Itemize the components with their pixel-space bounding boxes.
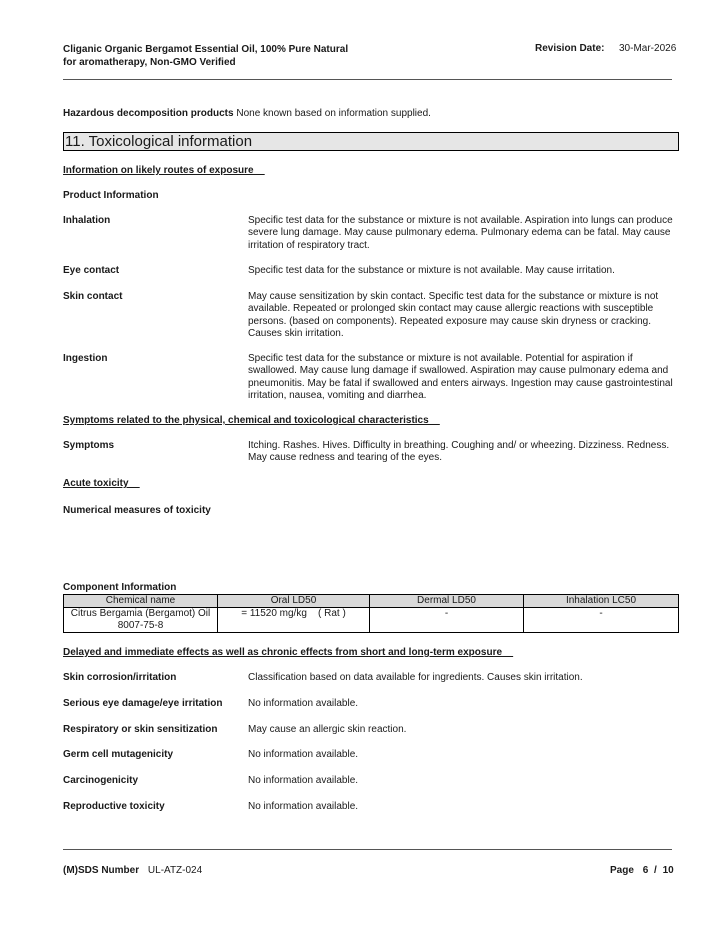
revision-label: Revision Date: <box>535 43 605 54</box>
symptoms-value: Itching. Rashes. Hives. Difficulty in breathing. Coughing and/ or wheezing. Dizziness. Redness. May cause redness and tearing of the eyes. <box>248 440 670 464</box>
chemical-cas-number: 8007-75-8 <box>117 620 164 631</box>
delayed-effects-heading: Delayed and immediate effects as well as chronic effects from short and long-term exposure <box>63 647 514 658</box>
ingestion-label: Ingestion <box>63 353 108 364</box>
dermal-ld50-cell: - <box>370 608 524 633</box>
reproductive-toxicity-label: Reproductive toxicity <box>63 801 165 812</box>
eye-damage-label: Serious eye damage/eye irritation <box>63 698 223 709</box>
column-header-inhalation-lc50: Inhalation LC50 <box>524 595 679 608</box>
column-header-chemical-name: Chemical name <box>64 595 218 608</box>
eye-damage-value: No information available. <box>248 698 359 709</box>
mutagenicity-label: Germ cell mutagenicity <box>63 749 174 760</box>
inhalation-label: Inhalation <box>63 215 111 226</box>
hazardous-value: None known based on information supplied. <box>236 108 431 119</box>
oral-ld50-cell: = 11520 mg/kg ( Rat ) <box>218 608 370 633</box>
numerical-measures-label: Numerical measures of toxicity <box>63 505 211 516</box>
symptoms-heading: Symptoms related to the physical, chemical and toxicological characteristics <box>63 415 440 426</box>
table-row <box>64 608 679 633</box>
carcinogenicity-label: Carcinogenicity <box>63 775 139 786</box>
mutagenicity-value: No information available. <box>248 749 359 760</box>
page-separator: / <box>654 865 657 876</box>
component-heading: Component Information <box>63 582 177 593</box>
column-header-oral-ld50: Oral LD50 <box>218 595 370 608</box>
product-name <box>63 43 348 69</box>
revision-date: 30-Mar-2026 <box>619 43 677 54</box>
table-header-row <box>64 595 679 608</box>
ingestion-value: Specific test data for the substance or mixture is not available. Potential for aspiration if swallowed. May cause lung damage if swallowed. Aspiration may cause pulmonary edema and pneumonitis. May be fatal if swallowed and enters airways. Ingestion may cause gastrointestinal irritation, nausea, vomiting and diarrhea. <box>248 353 673 401</box>
carcinogenicity-value: No information available. <box>248 775 359 786</box>
skin-contact-label: Skin contact <box>63 291 123 302</box>
eye-contact-label: Eye contact <box>63 265 120 276</box>
hazardous-label: Hazardous decomposition products <box>63 108 234 119</box>
section-title: 11. Toxicological information <box>65 133 253 150</box>
routes-heading: Information on likely routes of exposure <box>63 165 265 176</box>
sds-number-value: UL-ATZ-024 <box>147 865 203 876</box>
page-number <box>610 865 674 876</box>
product-name-line2: for aromatherapy, Non-GMO Verified <box>63 57 236 68</box>
reproductive-toxicity-value: No information available. <box>248 801 359 812</box>
inhalation-value: Specific test data for the substance or mixture is not available. Aspiration into lungs can produce severe lung damage. May cause pulmonary edema. Pulmonary edema can be fatal. May cause irritation of respiratory tract. <box>248 215 673 251</box>
product-information-label: Product Information <box>63 190 159 201</box>
skin-contact-value: May cause sensitization by skin contact. Specific test data for the substance or mixture is not available. Repeated or prolonged skin contact may cause allergic reactions with susceptible persons. (based on components). Repeated exposure may cause skin dryness or cracking. Causes skin irritation. <box>248 291 659 339</box>
skin-corrosion-label: Skin corrosion/irritation <box>63 672 177 683</box>
page-label: Page <box>610 865 634 876</box>
sds-number-label: (M)SDS Number <box>63 865 140 876</box>
section-header <box>63 132 679 151</box>
page-total: 10 <box>662 865 674 876</box>
chemical-name: Citrus Bergamia (Bergamot) Oil <box>70 608 211 619</box>
eye-contact-value: Specific test data for the substance or mixture is not available. May cause irritation. <box>248 265 615 276</box>
component-table <box>63 594 679 633</box>
sensitization-value: May cause an allergic skin reaction. <box>248 724 407 735</box>
footer-divider <box>63 849 672 850</box>
symptoms-label: Symptoms <box>63 440 115 451</box>
header-divider <box>63 79 672 80</box>
column-header-dermal-ld50: Dermal LD50 <box>370 595 524 608</box>
sds-number <box>63 865 202 876</box>
sensitization-label: Respiratory or skin sensitization <box>63 724 218 735</box>
product-name-line1: Cliganic Organic Bergamot Essential Oil, 100% Pure Natural <box>63 44 349 55</box>
page-current: 6 <box>642 865 649 876</box>
hazardous-decomposition <box>63 108 431 119</box>
chemical-name-cell <box>64 608 218 633</box>
acute-toxicity-heading: Acute toxicity <box>63 478 140 489</box>
skin-corrosion-value: Classification based on data available for ingredients. Causes skin irritation. <box>248 672 583 683</box>
inhalation-lc50-cell: - <box>524 608 679 633</box>
